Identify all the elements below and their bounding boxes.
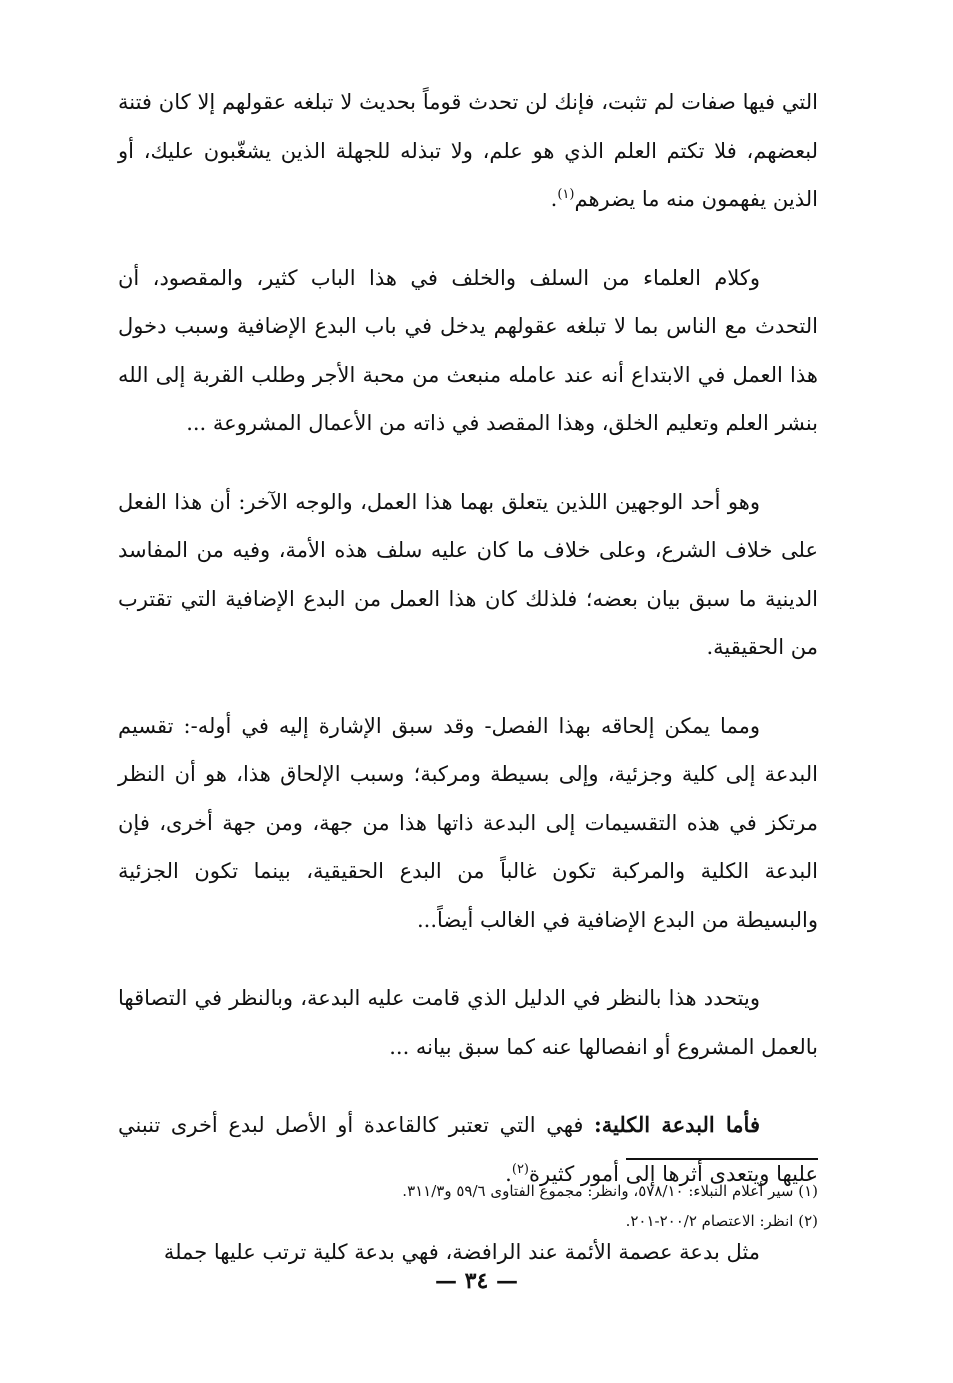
body-text bbox=[118, 78, 818, 1307]
paragraph-1 bbox=[118, 78, 818, 224]
paragraph-2 bbox=[118, 254, 818, 448]
paragraph-3-text: وهو أحد الوجهين اللذين يتعلق بهما هذا العمل، والوجه الآخر: أن هذا الفعل على خلاف الشرع، وعلى خلاف ما كان عليه سلف هذه الأمة، وفيه من المفاسد الدينية ما سبق بيان بعضه؛ فلذلك كان هذا العمل من البدع الإضافية التي تقترب من الحقيقية. bbox=[118, 489, 818, 659]
footnote-marker-1: (١) bbox=[557, 187, 575, 202]
paragraph-5-text: ويتحدد هذا بالنظر في الدليل الذي قامت عليه البدعة، وبالنظر في التصاقها بالعمل المشروع أو انفصالها عنه كما سبق بيانه ... bbox=[118, 986, 818, 1059]
paragraph-4-text: ومما يمكن إلحاقه بهذا الفصل- وقد سبق الإشارة إليه في أوله-: تقسيم البدعة إلى كلية وجزئية، وإلى بسيطة ومركبة؛ وسبب الإلحاق هذا، هو أن النظر مرتكز في هذه التقسيمات إلى البدعة ذاتها هذا من جهة، ومن جهة أخرى، فإن البدعة الكلية والمركبة تكون غالباً من البدع الحقيقية، بينما تكون الجزئية والبسيطة من البدع الإضافية في الغالب أيضاً... bbox=[118, 713, 818, 932]
footnote-2: (٢) انظر: الاعتصام ٢٠٠/٢-٢٠١. bbox=[625, 1212, 818, 1230]
section-heading-kulliya: فأما البدعة الكلية: bbox=[594, 1112, 760, 1137]
paragraph-2-text: وكلام العلماء من السلف والخلف في هذا الباب كثير، والمقصود، أن التحدث مع الناس بما لا تبلغه عقولهم يدخل في باب البدع الإضافية وسبب دخول هذا العمل في الابتداع أنه عند عامله منبعث من محبة الأجر وطلب القربة إلى الله بنشر العلم وتعليم الخلق، وهذا المقصد في ذاته من الأعمال المشروعة ... bbox=[118, 265, 818, 435]
paragraph-1-tail: . bbox=[550, 187, 558, 211]
paragraph-5 bbox=[118, 974, 818, 1071]
paragraph-1-text: التي فيها صفات لم تثبت، فإنك لن تحدث قوماً بحديث لا تبلغه عقولهم إلا كان فتنة لبعضهم، فلا تكتم العلم الذي هو علم، ولا تبذله للجهلة الذين يشغّبون عليك، أو الذين يفهمون منه ما يضرهم bbox=[118, 90, 818, 211]
footnote-separator bbox=[626, 1158, 818, 1160]
footnote-marker-2: (٢) bbox=[511, 1161, 529, 1177]
footnotes bbox=[118, 1176, 818, 1236]
page-number: — ٣٤ — bbox=[435, 1268, 518, 1294]
paragraph-6-text: فهي التي تعتبر كالقاعدة أو الأصل لبدع أخرى تنبني عليها ويتعدى أثرها إلى أمور كثيرة bbox=[118, 1113, 818, 1186]
paragraph-4 bbox=[118, 702, 818, 945]
paragraph-7-text: مثل بدعة عصمة الأئمة عند الرافضة، فهي بدعة كلية ترتب عليها جملة bbox=[163, 1240, 760, 1264]
footnote-1: (١) سير أعلام النبلاء: ٥٧٨/١٠، وانظر: مجموع الفتاوى ٥٩/٦ و٣١١/٣. bbox=[402, 1182, 818, 1200]
paragraph-3 bbox=[118, 478, 818, 672]
paragraph-6-tail: . bbox=[505, 1161, 512, 1186]
